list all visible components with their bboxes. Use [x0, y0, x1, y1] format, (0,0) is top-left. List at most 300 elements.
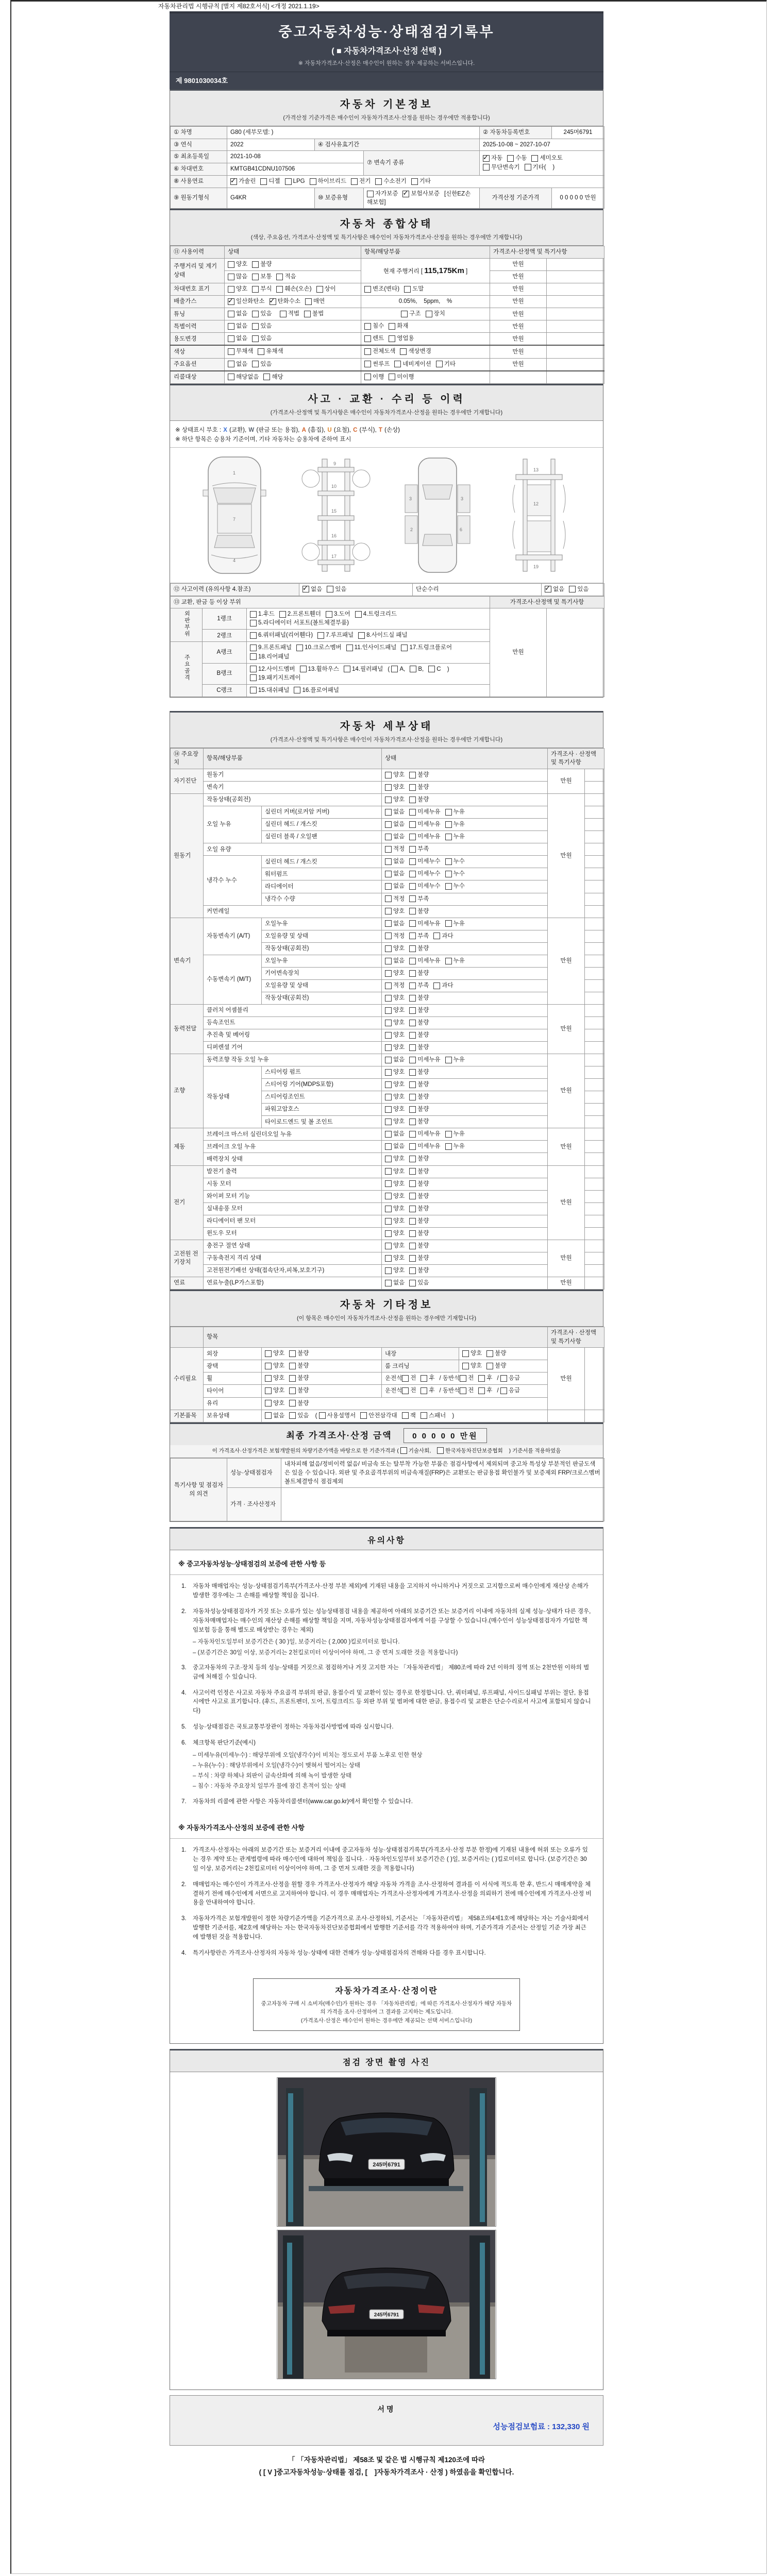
- checkbox-icon[interactable]: [445, 883, 452, 890]
- checkbox-option[interactable]: [276, 273, 296, 281]
- checkbox-option[interactable]: [250, 643, 292, 652]
- checkbox-option[interactable]: [367, 190, 398, 198]
- checkbox-option[interactable]: [445, 1142, 465, 1151]
- checkbox-icon[interactable]: [385, 1131, 392, 1138]
- checkbox-option[interactable]: [270, 297, 300, 306]
- checkbox-icon[interactable]: [409, 1032, 416, 1039]
- checkbox-option[interactable]: [289, 1412, 309, 1420]
- checkbox-option[interactable]: [228, 310, 247, 318]
- checkbox-icon[interactable]: [250, 653, 257, 660]
- checkbox-icon[interactable]: [385, 1230, 392, 1237]
- checkbox-icon[interactable]: [228, 286, 234, 293]
- checkbox-option[interactable]: [409, 783, 429, 792]
- checkbox-icon[interactable]: [385, 858, 392, 865]
- checkbox-option[interactable]: [385, 944, 405, 953]
- checkbox-icon[interactable]: [385, 871, 392, 877]
- checkbox-option[interactable]: [483, 154, 502, 163]
- checkbox-icon[interactable]: [389, 374, 395, 380]
- checkbox-icon[interactable]: [437, 1447, 444, 1454]
- checkbox-option[interactable]: [401, 310, 421, 318]
- checkbox-icon[interactable]: [385, 1057, 392, 1063]
- checkbox-icon[interactable]: [385, 1081, 392, 1088]
- checkbox-option[interactable]: [252, 334, 272, 343]
- checkbox-icon[interactable]: [252, 361, 259, 367]
- checkbox-option[interactable]: [409, 1142, 440, 1151]
- checkbox-icon[interactable]: [258, 348, 264, 355]
- checkbox-option[interactable]: [385, 1279, 405, 1287]
- checkbox-option[interactable]: [364, 373, 384, 382]
- checkbox-option[interactable]: [385, 907, 405, 916]
- checkbox-option[interactable]: [300, 665, 339, 674]
- checkbox-icon[interactable]: [385, 908, 392, 914]
- checkbox-icon[interactable]: [460, 1375, 466, 1382]
- checkbox-option[interactable]: [531, 154, 562, 163]
- checkbox-option[interactable]: [319, 1412, 356, 1420]
- checkbox-option[interactable]: [409, 795, 429, 804]
- checkbox-option[interactable]: [445, 920, 465, 928]
- checkbox-option[interactable]: [436, 360, 456, 369]
- checkbox-icon[interactable]: [409, 982, 416, 989]
- checkbox-icon[interactable]: [409, 945, 416, 952]
- checkbox-icon[interactable]: [409, 846, 416, 853]
- checkbox-option[interactable]: [385, 882, 405, 891]
- checked-checkbox-icon[interactable]: [402, 191, 409, 197]
- checkbox-option[interactable]: [228, 297, 265, 306]
- checkbox-icon[interactable]: [478, 1387, 485, 1394]
- checkbox-option[interactable]: [260, 177, 280, 186]
- checkbox-icon[interactable]: [385, 846, 392, 853]
- checkbox-icon[interactable]: [316, 286, 323, 293]
- checkbox-option[interactable]: [385, 1019, 405, 1027]
- checkbox-icon[interactable]: [364, 361, 371, 367]
- checkbox-option[interactable]: [385, 1142, 405, 1151]
- checkbox-option[interactable]: [409, 820, 440, 829]
- checkbox-option[interactable]: [228, 285, 247, 294]
- checkbox-icon[interactable]: [252, 323, 259, 330]
- checkbox-icon[interactable]: [394, 361, 401, 367]
- checkbox-option[interactable]: [445, 957, 465, 965]
- checkbox-option[interactable]: [409, 1192, 429, 1201]
- checkbox-icon[interactable]: [364, 335, 371, 342]
- checkbox-option[interactable]: [394, 360, 431, 369]
- checkbox-option[interactable]: [344, 665, 383, 674]
- checkbox-icon[interactable]: [385, 796, 392, 803]
- checkbox-icon[interactable]: [409, 1057, 416, 1063]
- checkbox-option[interactable]: [289, 1374, 309, 1383]
- checkbox-icon[interactable]: [385, 1032, 392, 1039]
- checkbox-option[interactable]: [385, 932, 405, 941]
- checkbox-icon[interactable]: [409, 1094, 416, 1100]
- checkbox-icon[interactable]: [327, 586, 333, 592]
- checkbox-icon[interactable]: [409, 796, 416, 803]
- checkbox-option[interactable]: [310, 177, 347, 186]
- checkbox-option[interactable]: [228, 273, 247, 281]
- checkbox-option[interactable]: [385, 1043, 405, 1052]
- checkbox-option[interactable]: [385, 808, 405, 817]
- checkbox-option[interactable]: [500, 1386, 520, 1395]
- checkbox-option[interactable]: [385, 1217, 405, 1226]
- checkbox-icon[interactable]: [486, 1363, 493, 1369]
- checkbox-option[interactable]: [327, 585, 346, 594]
- checkbox-option[interactable]: [263, 373, 283, 382]
- checkbox-option[interactable]: [250, 619, 349, 628]
- checkbox-option[interactable]: [402, 190, 440, 198]
- checkbox-icon[interactable]: [385, 834, 392, 840]
- checkbox-icon[interactable]: [296, 645, 303, 651]
- checkbox-icon[interactable]: [294, 687, 300, 693]
- checkbox-option[interactable]: [289, 1362, 309, 1370]
- checkbox-icon[interactable]: [433, 933, 440, 939]
- checkbox-option[interactable]: [409, 1279, 429, 1287]
- checkbox-icon[interactable]: [265, 1387, 272, 1394]
- checkbox-option[interactable]: [385, 820, 405, 829]
- checkbox-icon[interactable]: [445, 920, 452, 927]
- checkbox-option[interactable]: [228, 334, 247, 343]
- checkbox-option[interactable]: [421, 1386, 434, 1395]
- checkbox-icon[interactable]: [445, 1143, 452, 1150]
- checkbox-option[interactable]: [389, 373, 414, 382]
- checkbox-option[interactable]: [385, 1155, 405, 1163]
- checkbox-option[interactable]: [409, 944, 429, 953]
- checkbox-option[interactable]: [402, 1412, 416, 1420]
- checkbox-option[interactable]: [433, 932, 453, 941]
- checkbox-option[interactable]: [280, 310, 299, 318]
- checkbox-icon[interactable]: [385, 1206, 392, 1212]
- checkbox-icon[interactable]: [409, 1280, 416, 1286]
- checkbox-option[interactable]: [409, 1105, 429, 1114]
- checkbox-option[interactable]: [409, 833, 440, 841]
- checkbox-icon[interactable]: [385, 933, 392, 939]
- checkbox-icon[interactable]: [385, 982, 392, 989]
- checkbox-option[interactable]: [460, 1374, 474, 1383]
- checkbox-option[interactable]: [252, 285, 272, 294]
- checkbox-option[interactable]: [445, 882, 465, 891]
- checkbox-icon[interactable]: [462, 1363, 469, 1369]
- checkbox-option[interactable]: [385, 1192, 405, 1201]
- checkbox-option[interactable]: [364, 334, 384, 343]
- checkbox-option[interactable]: [385, 1105, 405, 1114]
- checkbox-option[interactable]: [385, 1068, 405, 1077]
- checkbox-icon[interactable]: [409, 834, 416, 840]
- checkbox-option[interactable]: [289, 1349, 309, 1358]
- checkbox-option[interactable]: [421, 1412, 446, 1420]
- checkbox-option[interactable]: [402, 1374, 416, 1383]
- checkbox-option[interactable]: [445, 808, 465, 817]
- checkbox-icon[interactable]: [402, 1375, 409, 1382]
- checkbox-icon[interactable]: [409, 1081, 416, 1088]
- checkbox-option[interactable]: [250, 631, 313, 640]
- checkbox-icon[interactable]: [409, 895, 416, 902]
- checkbox-icon[interactable]: [319, 1412, 326, 1419]
- checkbox-icon[interactable]: [385, 1094, 392, 1100]
- checked-checkbox-icon[interactable]: [545, 586, 551, 592]
- checkbox-icon[interactable]: [228, 261, 234, 268]
- checkbox-icon[interactable]: [285, 178, 292, 185]
- checkbox-icon[interactable]: [289, 1387, 296, 1394]
- checkbox-option[interactable]: [409, 857, 440, 866]
- checkbox-icon[interactable]: [263, 374, 270, 380]
- checkbox-option[interactable]: [409, 845, 429, 854]
- checkbox-option[interactable]: [389, 334, 414, 343]
- checkbox-icon[interactable]: [409, 1069, 416, 1076]
- checkbox-option[interactable]: [385, 783, 405, 792]
- checkbox-icon[interactable]: [409, 871, 416, 877]
- checkbox-icon[interactable]: [410, 666, 416, 672]
- checkbox-option[interactable]: [409, 1068, 429, 1077]
- checkbox-icon[interactable]: [421, 1412, 427, 1419]
- checkbox-option[interactable]: [385, 1229, 405, 1238]
- checkbox-icon[interactable]: [401, 645, 408, 651]
- checkbox-option[interactable]: [409, 1006, 429, 1015]
- checkbox-option[interactable]: [433, 981, 453, 990]
- checkbox-icon[interactable]: [358, 632, 365, 639]
- checkbox-option[interactable]: [375, 177, 406, 186]
- checkbox-option[interactable]: [409, 1043, 429, 1052]
- checkbox-icon[interactable]: [265, 1412, 272, 1419]
- checkbox-option[interactable]: [385, 920, 405, 928]
- checkbox-option[interactable]: [250, 674, 301, 683]
- checkbox-icon[interactable]: [385, 1243, 392, 1249]
- checked-checkbox-icon[interactable]: [303, 586, 309, 592]
- checkbox-icon[interactable]: [409, 1230, 416, 1237]
- checkbox-option[interactable]: 한국자동차진단보증협회: [437, 1447, 503, 1454]
- checkbox-icon[interactable]: [445, 871, 452, 877]
- checkbox-icon[interactable]: [276, 274, 283, 280]
- checkbox-icon[interactable]: [228, 374, 234, 380]
- checkbox-option[interactable]: [252, 260, 272, 269]
- checkbox-icon[interactable]: [289, 1412, 296, 1419]
- checkbox-option[interactable]: [289, 1399, 309, 1408]
- checkbox-icon[interactable]: [346, 645, 353, 651]
- checkbox-icon[interactable]: [228, 274, 234, 280]
- checkbox-icon[interactable]: [265, 1363, 272, 1369]
- checkbox-option[interactable]: [385, 1031, 405, 1040]
- checkbox-icon[interactable]: [317, 632, 324, 639]
- checkbox-option[interactable]: [385, 969, 405, 978]
- checkbox-option[interactable]: [385, 1242, 405, 1250]
- checkbox-option[interactable]: [409, 1056, 440, 1064]
- checkbox-option[interactable]: [409, 1093, 429, 1101]
- checkbox-icon[interactable]: [289, 1350, 296, 1357]
- checkbox-icon[interactable]: [409, 920, 416, 927]
- checkbox-option[interactable]: [252, 322, 272, 331]
- checkbox-icon[interactable]: [385, 1143, 392, 1150]
- checkbox-icon[interactable]: [385, 1180, 392, 1187]
- checkbox-option[interactable]: [385, 1205, 405, 1213]
- checkbox-option[interactable]: [230, 177, 256, 186]
- checkbox-icon[interactable]: [409, 908, 416, 914]
- checkbox-option[interactable]: [228, 322, 247, 331]
- checkbox-option[interactable]: [364, 347, 395, 356]
- checkbox-icon[interactable]: [409, 1118, 416, 1125]
- checkbox-option[interactable]: [364, 285, 399, 294]
- checkbox-option[interactable]: [409, 1180, 429, 1189]
- checkbox-icon[interactable]: [228, 323, 234, 330]
- checkbox-icon[interactable]: [478, 1375, 485, 1382]
- checkbox-option[interactable]: [426, 310, 445, 318]
- checkbox-icon[interactable]: [531, 155, 538, 162]
- checkbox-icon[interactable]: [375, 178, 382, 185]
- checkbox-icon[interactable]: [402, 1387, 409, 1394]
- checkbox-option[interactable]: [296, 643, 342, 652]
- checked-checkbox-icon[interactable]: [270, 298, 276, 305]
- checkbox-option[interactable]: [409, 920, 440, 928]
- checkbox-option[interactable]: [250, 653, 289, 662]
- checkbox-icon[interactable]: [507, 155, 514, 162]
- checkbox-option[interactable]: [228, 360, 247, 369]
- checkbox-option[interactable]: [445, 857, 465, 866]
- checkbox-option[interactable]: [385, 981, 405, 990]
- checkbox-option[interactable]: [316, 285, 336, 294]
- checkbox-option[interactable]: [258, 347, 283, 356]
- checkbox-option[interactable]: [409, 957, 440, 965]
- checkbox-icon[interactable]: [409, 784, 416, 791]
- checkbox-icon[interactable]: [385, 772, 392, 778]
- checkbox-icon[interactable]: [409, 883, 416, 890]
- checkbox-icon[interactable]: [385, 1218, 392, 1225]
- checkbox-icon[interactable]: [385, 809, 392, 816]
- checkbox-icon[interactable]: [391, 666, 398, 672]
- checkbox-icon[interactable]: [385, 821, 392, 828]
- checkbox-option[interactable]: [409, 1130, 440, 1139]
- checkbox-option[interactable]: [409, 1217, 429, 1226]
- checkbox-option[interactable]: [303, 585, 322, 594]
- checkbox-icon[interactable]: [445, 834, 452, 840]
- checkbox-option[interactable]: [385, 1117, 405, 1126]
- checkbox-icon[interactable]: [385, 1118, 392, 1125]
- checkbox-option[interactable]: [478, 1374, 492, 1383]
- checkbox-option[interactable]: [500, 1374, 520, 1383]
- checkbox-option[interactable]: [351, 177, 371, 186]
- checkbox-option[interactable]: [385, 1180, 405, 1189]
- checkbox-icon[interactable]: [252, 286, 259, 293]
- checkbox-option[interactable]: [252, 310, 272, 318]
- checkbox-icon[interactable]: [265, 1400, 272, 1406]
- checkbox-icon[interactable]: [483, 164, 490, 171]
- checkbox-icon[interactable]: [409, 772, 416, 778]
- checkbox-option[interactable]: [411, 177, 431, 186]
- checkbox-icon[interactable]: [400, 1447, 407, 1454]
- checkbox-icon[interactable]: [355, 611, 362, 618]
- checkbox-option[interactable]: [385, 845, 405, 854]
- checkbox-option[interactable]: [385, 895, 405, 904]
- checkbox-icon[interactable]: [252, 311, 259, 317]
- checkbox-option[interactable]: [409, 1167, 429, 1176]
- checkbox-icon[interactable]: [409, 1267, 416, 1274]
- checkbox-option[interactable]: [445, 833, 465, 841]
- checkbox-icon[interactable]: [364, 323, 371, 330]
- checkbox-icon[interactable]: [289, 1363, 296, 1369]
- checkbox-icon[interactable]: [385, 1280, 392, 1286]
- checkbox-icon[interactable]: [404, 286, 411, 293]
- checkbox-option[interactable]: [385, 1006, 405, 1015]
- checkbox-option[interactable]: [285, 177, 305, 186]
- checkbox-icon[interactable]: [385, 895, 392, 902]
- checkbox-option[interactable]: [385, 1130, 405, 1139]
- checkbox-option[interactable]: [445, 820, 465, 829]
- checkbox-icon[interactable]: [569, 586, 576, 592]
- checkbox-option[interactable]: [389, 322, 408, 331]
- checkbox-option[interactable]: [409, 1229, 429, 1238]
- checkbox-icon[interactable]: [250, 620, 257, 626]
- checkbox-icon[interactable]: [428, 666, 435, 672]
- checkbox-icon[interactable]: [409, 821, 416, 828]
- checkbox-option[interactable]: [409, 1080, 429, 1089]
- checkbox-icon[interactable]: [265, 1375, 272, 1382]
- checkbox-option[interactable]: [385, 870, 405, 878]
- checkbox-option[interactable]: [228, 373, 259, 382]
- checkbox-icon[interactable]: [445, 1131, 452, 1138]
- checkbox-option[interactable]: [250, 665, 295, 674]
- checkbox-option[interactable]: [265, 1399, 284, 1408]
- checkbox-icon[interactable]: [500, 1387, 507, 1394]
- checkbox-option[interactable]: [265, 1386, 284, 1395]
- checkbox-icon[interactable]: [279, 611, 286, 618]
- checkbox-icon[interactable]: [385, 1168, 392, 1175]
- checkbox-icon[interactable]: [304, 311, 311, 317]
- checkbox-option[interactable]: [276, 285, 311, 294]
- checkbox-option[interactable]: [385, 957, 405, 965]
- checkbox-icon[interactable]: [385, 1069, 392, 1076]
- checkbox-icon[interactable]: [250, 666, 257, 672]
- checkbox-icon[interactable]: [400, 348, 407, 355]
- checkbox-option[interactable]: [478, 1386, 492, 1395]
- checkbox-icon[interactable]: [252, 274, 259, 280]
- checkbox-option[interactable]: [401, 643, 452, 652]
- checkbox-option[interactable]: [409, 981, 429, 990]
- checkbox-option[interactable]: [385, 1266, 405, 1275]
- checkbox-icon[interactable]: [385, 970, 392, 977]
- checkbox-option[interactable]: [460, 1386, 474, 1395]
- checkbox-icon[interactable]: [445, 821, 452, 828]
- checkbox-icon[interactable]: [385, 1255, 392, 1262]
- checkbox-option[interactable]: [409, 1254, 429, 1263]
- checkbox-icon[interactable]: [326, 611, 332, 618]
- checkbox-option[interactable]: [545, 585, 564, 594]
- checkbox-option[interactable]: [409, 1117, 429, 1126]
- checked-checkbox-icon[interactable]: [228, 298, 234, 305]
- checkbox-icon[interactable]: [409, 1168, 416, 1175]
- checkbox-icon[interactable]: [385, 1044, 392, 1051]
- checkbox-icon[interactable]: [460, 1387, 466, 1394]
- checkbox-option[interactable]: [428, 665, 441, 674]
- checkbox-icon[interactable]: [409, 1106, 416, 1113]
- checkbox-option[interactable]: [228, 347, 253, 356]
- checkbox-icon[interactable]: [402, 1412, 409, 1419]
- checkbox-option[interactable]: [385, 1056, 405, 1064]
- checkbox-icon[interactable]: [260, 178, 267, 185]
- checkbox-option[interactable]: [409, 895, 429, 904]
- checkbox-option[interactable]: [250, 686, 289, 695]
- checkbox-icon[interactable]: [385, 920, 392, 927]
- checkbox-icon[interactable]: [367, 191, 374, 197]
- checkbox-option[interactable]: [409, 808, 440, 817]
- checkbox-icon[interactable]: [421, 1375, 427, 1382]
- checkbox-option[interactable]: [409, 771, 429, 779]
- checkbox-icon[interactable]: [280, 311, 287, 317]
- checkbox-option[interactable]: [360, 1412, 397, 1420]
- checkbox-option[interactable]: [462, 1349, 482, 1358]
- checkbox-icon[interactable]: [426, 311, 432, 317]
- checkbox-option[interactable]: [385, 795, 405, 804]
- checkbox-icon[interactable]: [265, 1350, 272, 1357]
- checkbox-icon[interactable]: [409, 1180, 416, 1187]
- checkbox-icon[interactable]: [409, 1044, 416, 1051]
- checkbox-option[interactable]: [385, 771, 405, 779]
- checkbox-option[interactable]: [385, 1093, 405, 1101]
- checkbox-icon[interactable]: [409, 1218, 416, 1225]
- checkbox-option[interactable]: [385, 1167, 405, 1176]
